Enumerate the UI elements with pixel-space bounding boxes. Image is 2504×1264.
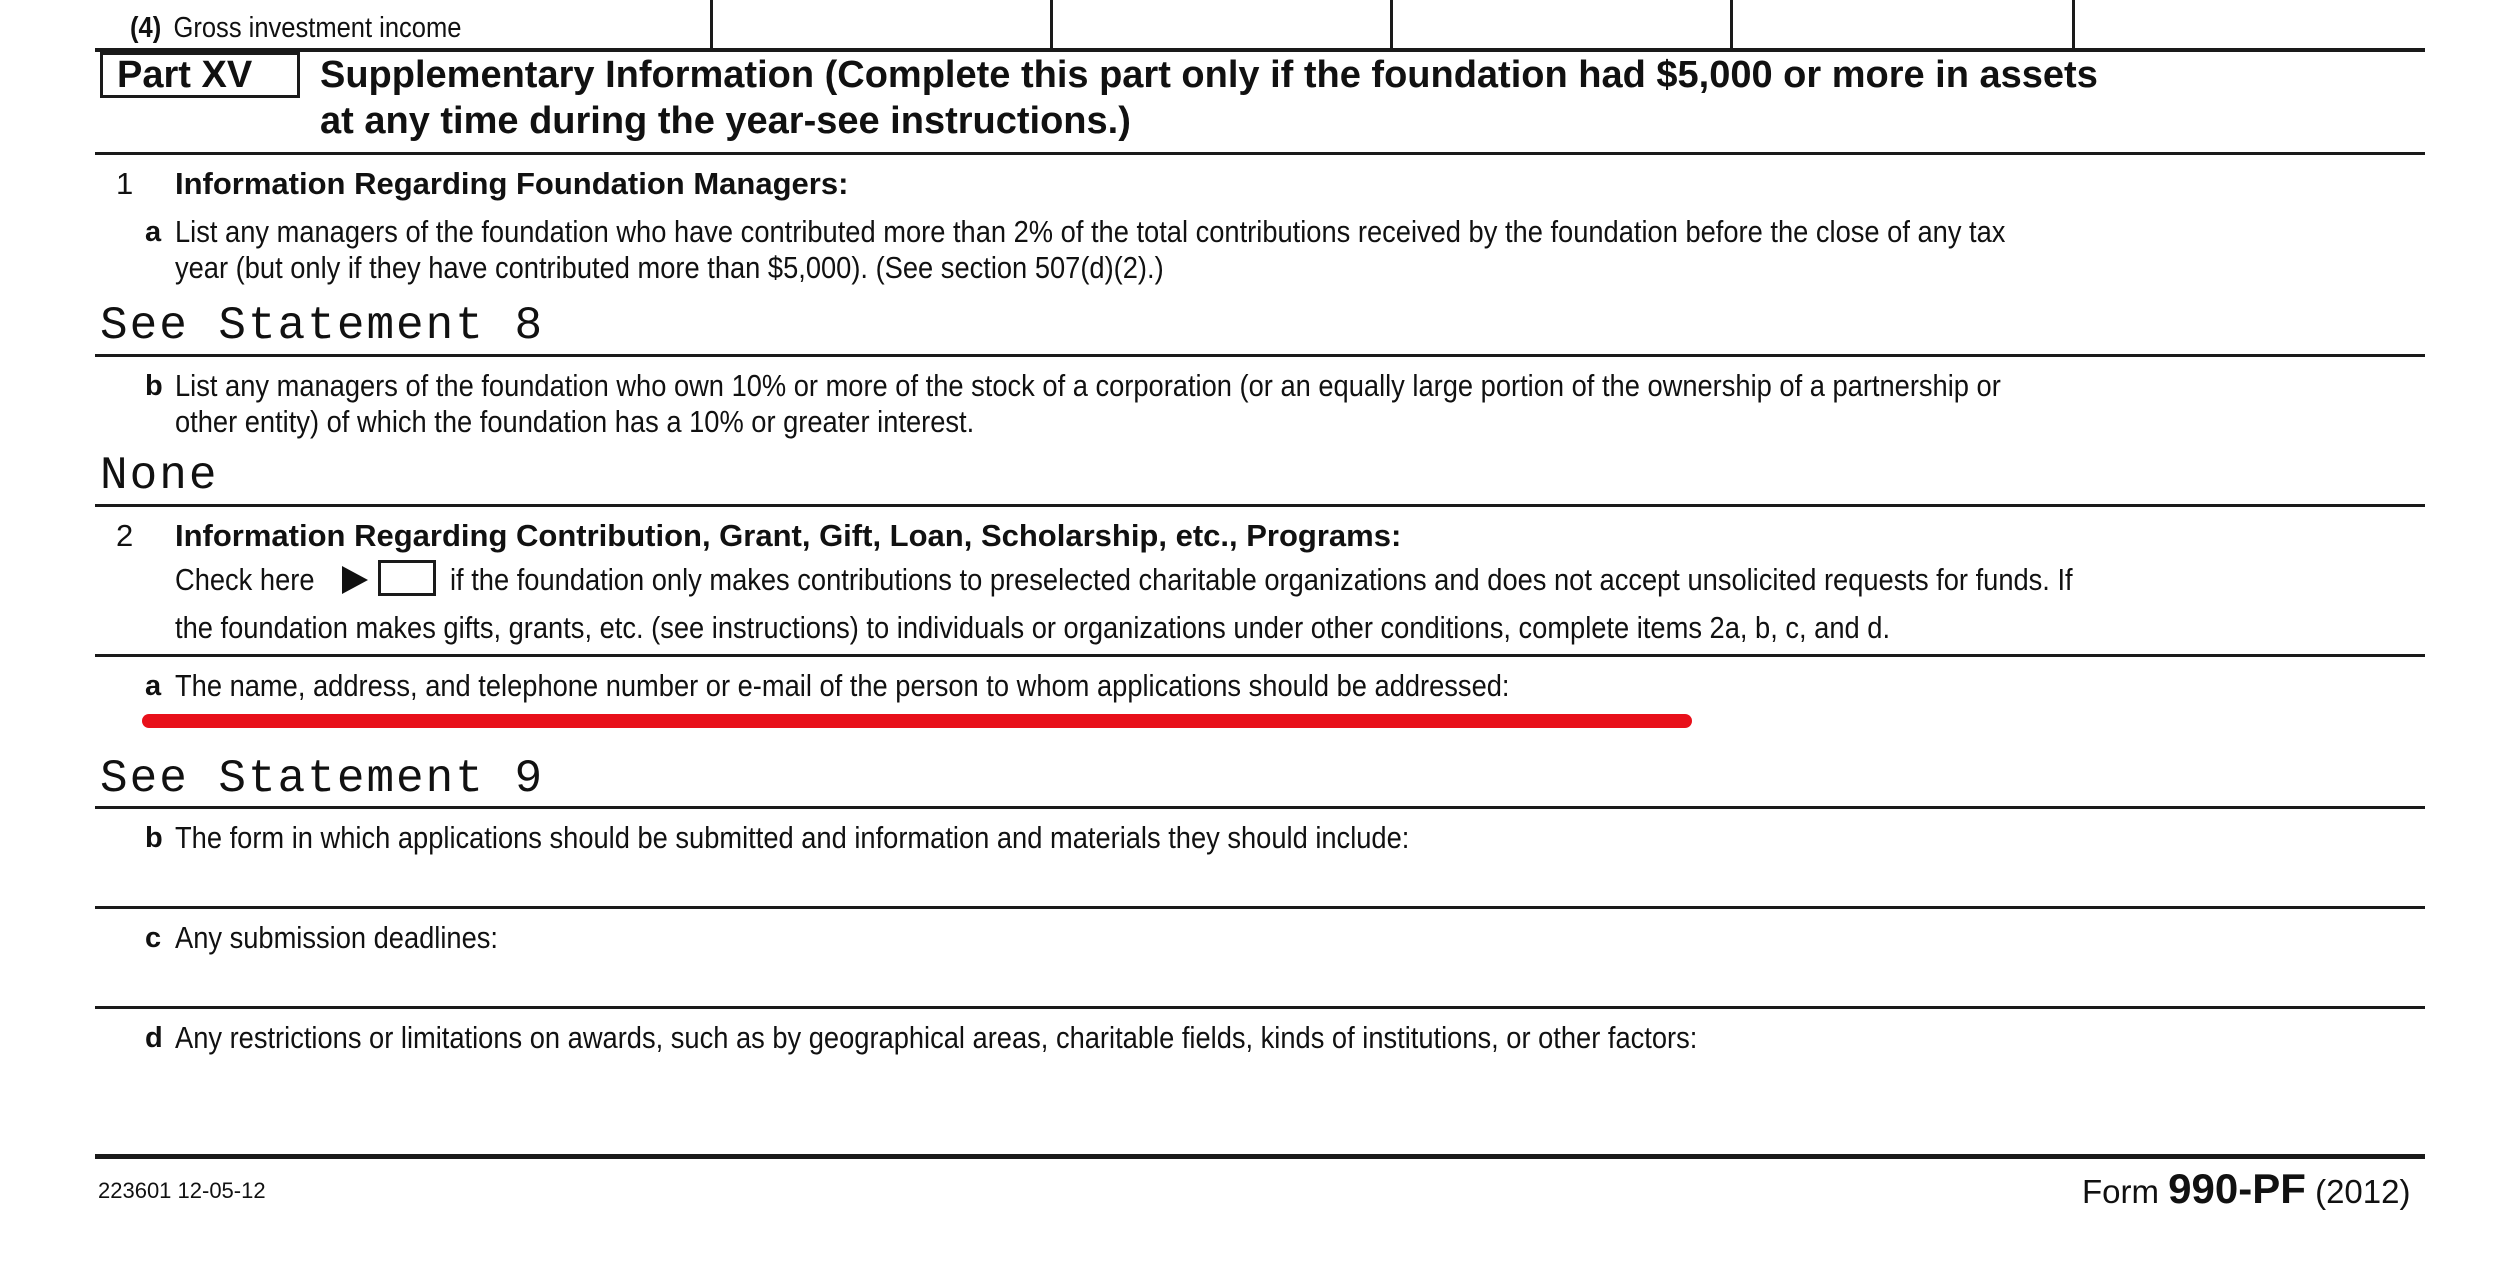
arrow-right-icon: [342, 566, 368, 594]
item-2d-letter: d: [145, 1022, 163, 1054]
part-title-line-1: Supplementary Information (Complete this part only if the foundation had $5,000 or more in assets: [320, 54, 2098, 96]
form-id: [2082, 1165, 2410, 1213]
red-highlight-underline: [142, 714, 1692, 728]
form-number: 990-PF: [2168, 1165, 2306, 1212]
answer-underline: [95, 906, 2425, 909]
item-2-check-line-1: if the foundation only makes contributions to preselected charitable organizations and does not accept unsolicited requests for funds. If: [449, 562, 2073, 597]
item-1a-text-line-2: year (but only if they have contributed more than $5,000). (See section 507(d)(2).): [175, 250, 1164, 285]
part-title: [320, 52, 2098, 144]
answer-underline: [95, 504, 2425, 507]
item-1a-letter: a: [145, 216, 162, 248]
table-cell-divider: [1390, 0, 1393, 50]
item-2c-letter: c: [145, 922, 162, 954]
divider: [95, 152, 2425, 155]
form-year: (2012): [2315, 1173, 2411, 1210]
divider: [95, 654, 2425, 657]
form-code: 223601 12-05-12: [98, 1178, 266, 1203]
item-1-heading: Information Regarding Foundation Managers:: [175, 166, 849, 201]
preselected-only-checkbox[interactable]: [378, 560, 436, 596]
item-2a-answer[interactable]: See Statement 9: [100, 753, 545, 805]
part-label-box: [100, 52, 300, 98]
item-2d-text: Any restrictions or limitations on awards, such as by geographical areas, charitable fields, kinds of institutions, or other factors:: [175, 1020, 1698, 1055]
item-1a-text-line-1: List any managers of the foundation who have contributed more than 2% of the total contributions received by the foundation before the close of any tax: [175, 214, 2006, 249]
item-2a-text: The name, address, and telephone number or e-mail of the person to whom applications should be addressed:: [175, 668, 1510, 703]
item-2a-letter: a: [145, 670, 162, 702]
top-row-label: [130, 12, 461, 45]
item-1b-answer[interactable]: None: [100, 450, 219, 502]
top-row-text: Gross investment income: [173, 12, 462, 44]
answer-underline: [95, 354, 2425, 357]
item-1b-text-line-2: other entity) of which the foundation has a 10% or greater interest.: [175, 404, 975, 439]
item-2b-letter: b: [145, 822, 163, 854]
table-cell-divider: [1730, 0, 1733, 50]
item-2c-text: Any submission deadlines:: [175, 920, 499, 955]
item-1b-text-line-1: List any managers of the foundation who own 10% or more of the stock of a corporation (or an equally large portion of the ownership of a partnership or: [175, 368, 2001, 403]
item-1-number: 1: [116, 166, 134, 201]
part-title-line-2: at any time during the year-see instructions.): [320, 100, 1131, 142]
table-cell-divider: [710, 0, 713, 50]
item-2-number: 2: [116, 518, 134, 553]
item-2-check-line-2: the foundation makes gifts, grants, etc. (see instructions) to individuals or organizations under other conditions, complete items 2a, b, c, and d.: [175, 610, 1891, 645]
part-label: Part XV: [117, 54, 253, 96]
table-cell-divider: [1050, 0, 1053, 50]
item-1a-answer[interactable]: See Statement 8: [100, 300, 545, 352]
item-2-check-row: [175, 560, 2293, 598]
answer-underline: [95, 806, 2425, 809]
item-2b-text: The form in which applications should be submitted and information and materials they should include:: [175, 820, 1410, 855]
form-prefix: Form: [2082, 1173, 2159, 1210]
check-here-label: Check here: [175, 562, 315, 597]
table-cell-divider: [2072, 0, 2075, 50]
top-row-number: (4): [130, 12, 162, 44]
footer-rule: [95, 1154, 2425, 1159]
answer-underline: [95, 1006, 2425, 1009]
item-2-heading: Information Regarding Contribution, Grant, Gift, Loan, Scholarship, etc., Programs:: [175, 518, 1402, 553]
item-1b-letter: b: [145, 370, 163, 402]
